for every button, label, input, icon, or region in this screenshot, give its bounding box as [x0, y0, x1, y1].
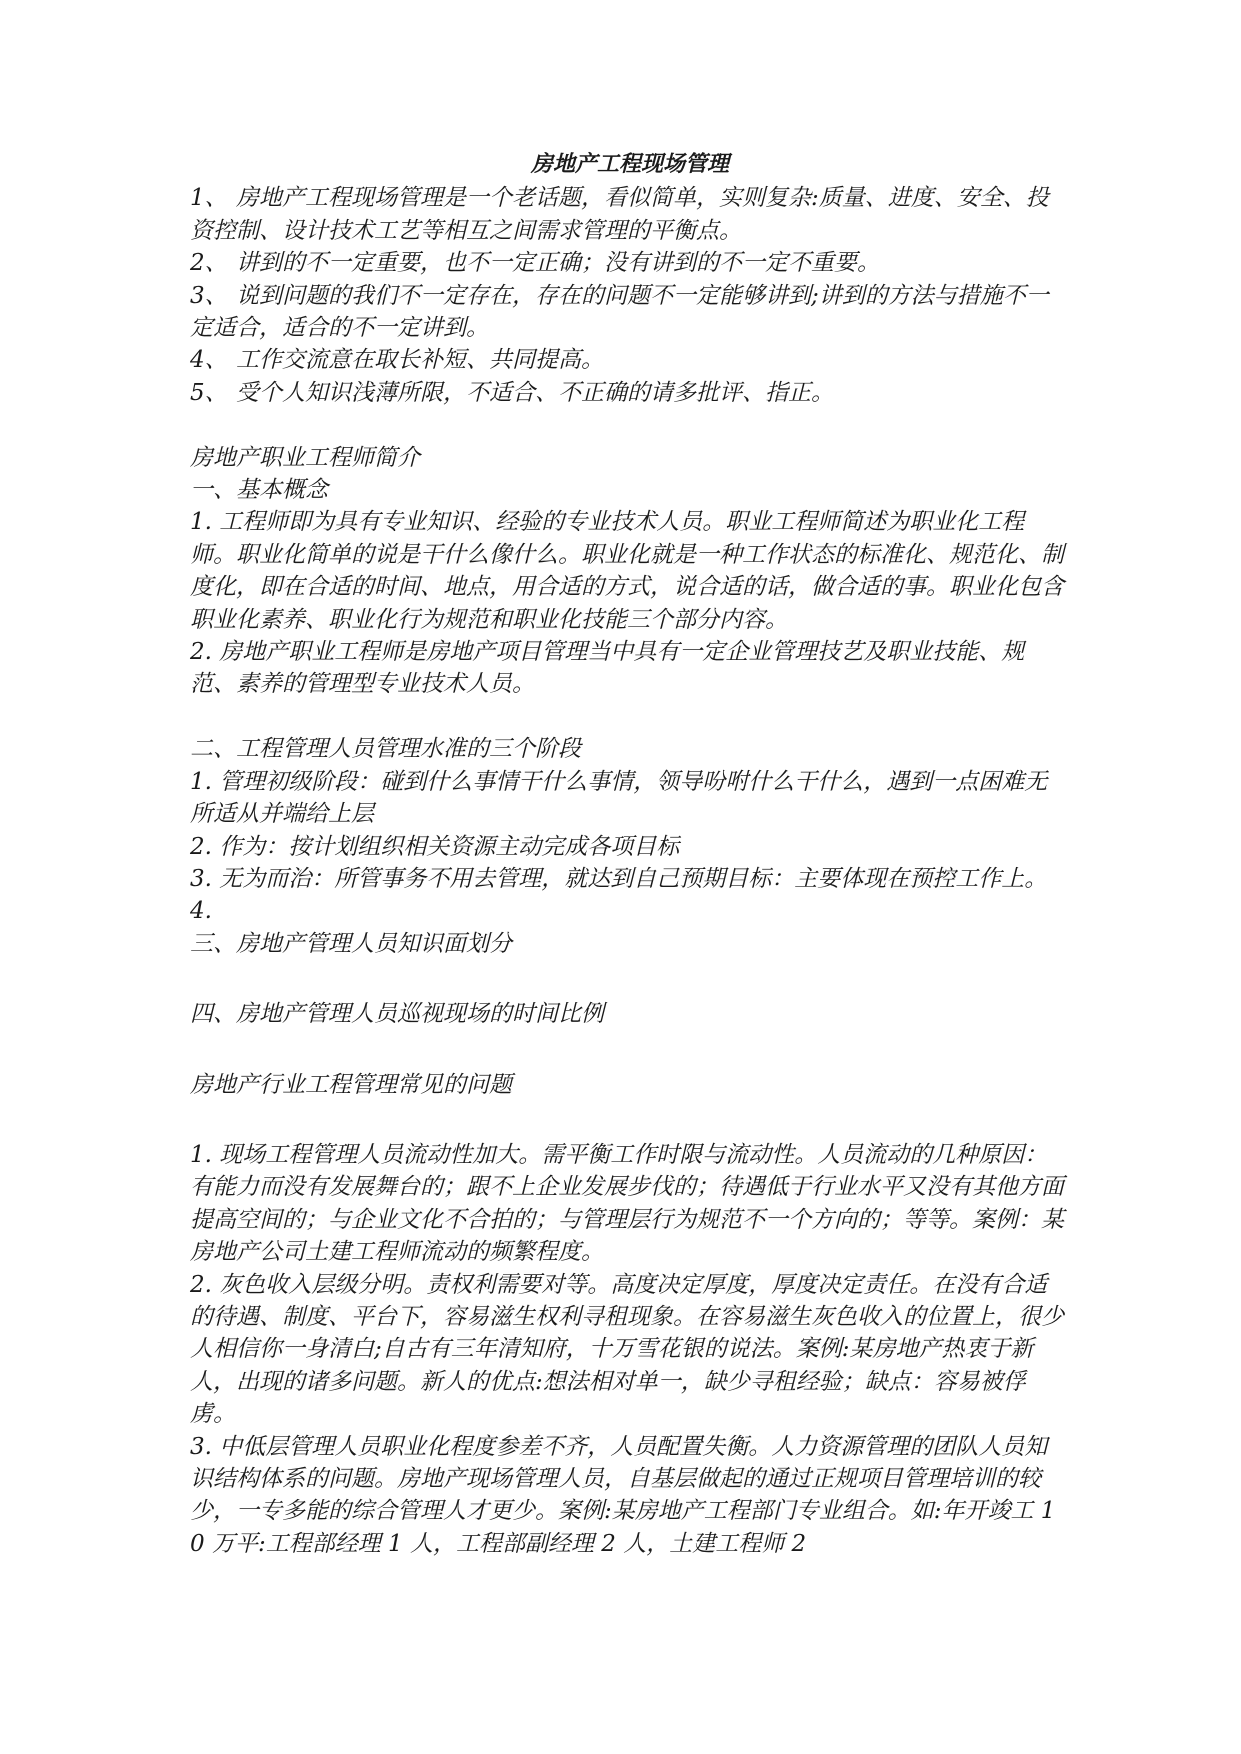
subsection-heading: 四、房地产管理人员巡视现场的时间比例 — [190, 1001, 604, 1028]
list-item: 4. — [190, 898, 212, 925]
spacer — [190, 1101, 1070, 1139]
paragraph: 2. 房地产职业工程师是房地产项目管理当中具有一定企业管理技艺及职业技能、规范、素养的管理型专业技术人员。 — [190, 639, 1025, 698]
document-page — [190, 148, 1070, 1560]
subsection-heading: 一、基本概念 — [190, 477, 328, 504]
intro-item-number: 1、 — [190, 185, 228, 212]
intro-item — [190, 182, 1070, 247]
list-item: 2. 作为：按计划组织相关资源主动完成各项目标 — [190, 833, 680, 860]
intro-item-text: 讲到的不一定重要，也不一定正确；没有讲到的不一定不重要。 — [236, 250, 880, 277]
intro-item-text: 工作交流意在取长补短、共同提高。 — [236, 347, 604, 374]
intro-item — [190, 247, 1070, 279]
intro-item-number: 5、 — [190, 379, 228, 406]
paragraph: 3. 中低层管理人员职业化程度参差不齐，人员配置失衡。人力资源管理的团队人员知识结构体系的问题。房地产现场管理人员，自基层做起的通过正规项目管理培训的较少，一专多能的综合管理人才更少。案例:某房地产工程部门专业组合。如:年开竣工 10 万平:工程部经理 1 人，工程部副经理 2 人，土建工程师 2 — [190, 1433, 1056, 1557]
paragraph: 1. 工程师即为具有专业知识、经验的专业技术人员。职业工程师简述为职业化工程师。职业化简单的说是干什么像什么。职业化就是一种工作状态的标准化、规范化、制度化，即在合适的时间、地点，用合适的方式，说合适的话，做合适的事。职业化包含职业化素养、职业化行为规范和职业化技能三个部分内容。 — [190, 509, 1064, 633]
intro-item-number: 3、 — [190, 282, 228, 309]
spacer — [190, 1031, 1070, 1069]
spacer — [190, 701, 1070, 733]
spacer — [190, 409, 1070, 441]
page-title: 房地产工程现场管理 — [530, 151, 729, 177]
subsection-heading: 三、房地产管理人员知识面划分 — [190, 930, 512, 957]
intro-item — [190, 344, 1070, 376]
intro-item — [190, 377, 1070, 409]
section-heading: 房地产职业工程师简介 — [190, 444, 420, 471]
subsection-heading: 二、工程管理人员管理水准的三个阶段 — [190, 736, 581, 763]
intro-item-text: 房地产工程现场管理是一个老话题，看似简单，实则复杂:质量、进度、安全、投资控制、设计技术工艺等相互之间需求管理的平衡点。 — [190, 185, 1049, 244]
spacer — [190, 960, 1070, 998]
intro-item-text: 说到问题的我们不一定存在，存在的问题不一定能够讲到;讲到的方法与措施不一定适合，适合的不一定讲到。 — [190, 282, 1049, 342]
section-heading: 房地产行业工程管理常见的问题 — [190, 1071, 512, 1098]
intro-item — [190, 280, 1070, 345]
intro-item-number: 2、 — [190, 250, 228, 277]
paragraph: 2. 灰色收入层级分明。责权利需要对等。高度决定厚度，厚度决定责任。在没有合适的待遇、制度、平台下，容易滋生权利寻租现象。在容易滋生灰色收入的位置上，很少人相信你一身清白;自古有三年清知府，十万雪花银的说法。案例:某房地产热衷于新人，出现的诸多问题。新人的优点:想法相对单一，缺少寻租经验；缺点：容易被俘虏。 — [190, 1271, 1064, 1428]
intro-item-text: 受个人知识浅薄所限，不适合、不正确的请多批评、指正。 — [236, 379, 834, 406]
paragraph: 1. 现场工程管理人员流动性加大。需平衡工作时限与流动性。人员流动的几种原因：有能力而没有发展舞台的；跟不上企业发展步伐的；待遇低于行业水平又没有其他方面提高空间的；与企业文化不合拍的；与管理层行为规范不一个方向的；等等。案例：某房地产公司土建工程师流动的频繁程度。 — [190, 1141, 1064, 1266]
list-item: 3. 无为而治：所管事务不用去管理，就达到自己预期目标：主要体现在预控工作上。 — [190, 865, 1048, 892]
list-item: 1. 管理初级阶段：碰到什么事情干什么事情，领导吩咐什么干什么，遇到一点困难无所适从并端给上层 — [190, 768, 1048, 828]
intro-item-number: 4、 — [190, 347, 228, 374]
